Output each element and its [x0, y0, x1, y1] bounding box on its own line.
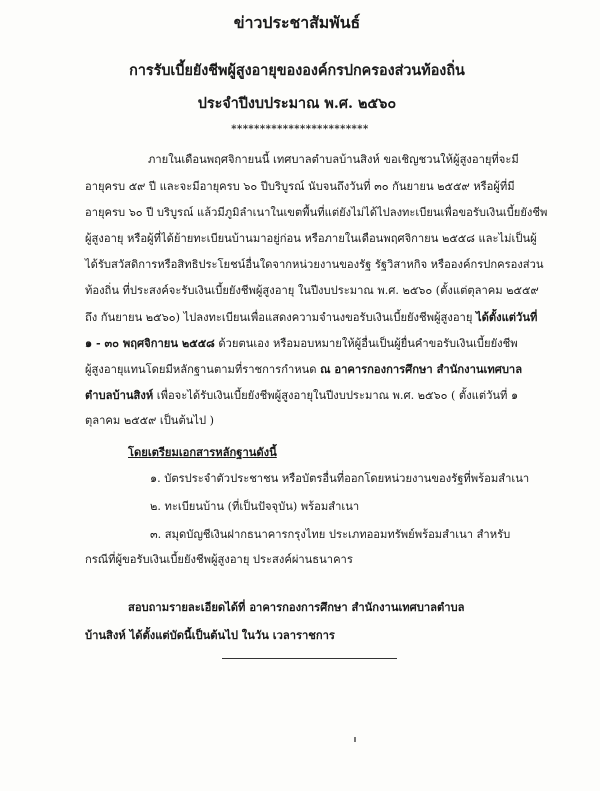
body-line-4: ผู้สูงอายุ หรือผู้ที่ได้ย้ายทะเบียนบ้านมาอยู่ก่อน หรือภายในเดือนพฤศจิกายน ๒๕๕๘ และไม่เป็นผู้: [85, 232, 537, 245]
footer-divider: [222, 658, 397, 659]
municipality-name: ตำบลบ้านสิงห์: [85, 388, 154, 402]
document-item-3: ๓. สมุดบัญชีเงินฝากธนาคารกรุงไทย ประเภทออมทรัพย์พร้อมสำเนา สำหรับ: [150, 528, 511, 541]
body-line-8: [85, 336, 518, 351]
body-line-7-text: ถึง กันยายน ๒๕๖๐) ไปลงทะเบียนเพื่อแสดงความจำนงขอรับเงินเบี้ยยังชีพผู้สูงอายุ: [85, 311, 476, 324]
contact-line-1: สอบถามรายละเอียดได้ที่ อาคารกองการศึกษา สำนักงานเทศบาลตำบล: [128, 600, 465, 614]
body-line-9-text: ผู้สูงอายุแทนโดยมีหลักฐานตามที่ราชการกำหนด: [85, 363, 321, 376]
contact-line-2: บ้านสิงห์ ได้ตั้งแต่บัดนี้เป็นต้นไป ในวัน เวลาราชการ: [85, 628, 335, 642]
body-line-11: ตุลาคม ๒๕๕๙ เป็นต้นไป ): [85, 414, 215, 427]
body-line-3: อายุครบ ๖๐ ปี บริบูรณ์ แล้วมีภูมิลำเนาในเขตพื้นที่แต่ยังไม่ได้ไปลงทะเบียนเพื่อขอรับเงินเบี้ยยังชีพ: [85, 206, 548, 219]
body-line-5: ได้รับสวัสดิการหรือสิทธิประโยชน์อื่นใดจากหน่วยงานของรัฐ รัฐวิสาหกิจ หรือองค์กรปกครองส่วน: [85, 258, 544, 271]
star-separator: ************************: [231, 124, 369, 135]
registration-date-range: ๑ - ๓๐ พฤศจิกายน ๒๕๕๘: [85, 336, 215, 350]
scan-mark: [354, 737, 356, 742]
documents-heading: โดยเตรียมเอกสารหลักฐานดังนี้: [128, 445, 277, 459]
page-subtitle: การรับเบี้ยยังชีพผู้สูงอายุขององค์กรปกครองส่วนท้องถิ่น: [129, 62, 465, 79]
body-line-10: [85, 388, 518, 403]
body-line-10-text: เพื่อจะได้รับเงินเบี้ยยังชีพผู้สูงอายุในปีงบประมาณ พ.ศ. ๒๕๖๐ ( ตั้งแต่วันที่ ๑: [153, 389, 519, 402]
body-line-9: [85, 362, 522, 377]
fiscal-year-heading: ประจำปีงบประมาณ พ.ศ. ๒๕๖๐: [197, 95, 397, 112]
body-line-8-text: ด้วยตนเอง หรือมอบหมายให้ผู้อื่นเป็นผู้ยื่นคำขอรับเงินเบี้ยยังชีพ: [214, 337, 518, 350]
page-title: ข่าวประชาสัมพันธ์: [233, 13, 361, 32]
document-item-1: ๑. บัตรประจำตัวประชาชน หรือบัตรอื่นที่ออกโดยหน่วยงานของรัฐที่พร้อมสำเนา: [150, 472, 530, 485]
registration-date-label: ได้ตั้งแต่วันที่: [475, 310, 538, 324]
body-line-7: [85, 310, 537, 325]
body-line-2: อายุครบ ๕๙ ปี และจะมีอายุครบ ๖๐ ปีบริบูรณ์ นับจนถึงวันที่ ๓๐ กันยายน ๒๕๕๙ หรือผู้ที่มี: [85, 180, 515, 193]
document-item-2: ๒. ทะเบียนบ้าน (ที่เป็นปัจจุบัน) พร้อมสำเนา: [150, 500, 360, 513]
body-line-1: ภายในเดือนพฤศจิกายนนี้ เทศบาลตำบลบ้านสิงห์ ขอเชิญชวนให้ผู้สูงอายุที่จะมี: [148, 153, 519, 166]
body-line-6: ท้องถิ่น ที่ประสงค์จะรับเงินเบี้ยยังชีพผู้สูงอายุ ในปีงบประมาณ พ.ศ. ๒๕๖๐ (ตั้งแต่ตุลาคม ๒๕๕๙: [85, 284, 539, 297]
registration-location: ณ อาคารกองการศึกษา สำนักงานเทศบาล: [320, 362, 523, 376]
document-item-3-continued: กรณีที่ผู้ขอรับเงินเบี้ยยังชีพผู้สูงอายุ ประสงค์ผ่านธนาคาร: [85, 553, 353, 566]
